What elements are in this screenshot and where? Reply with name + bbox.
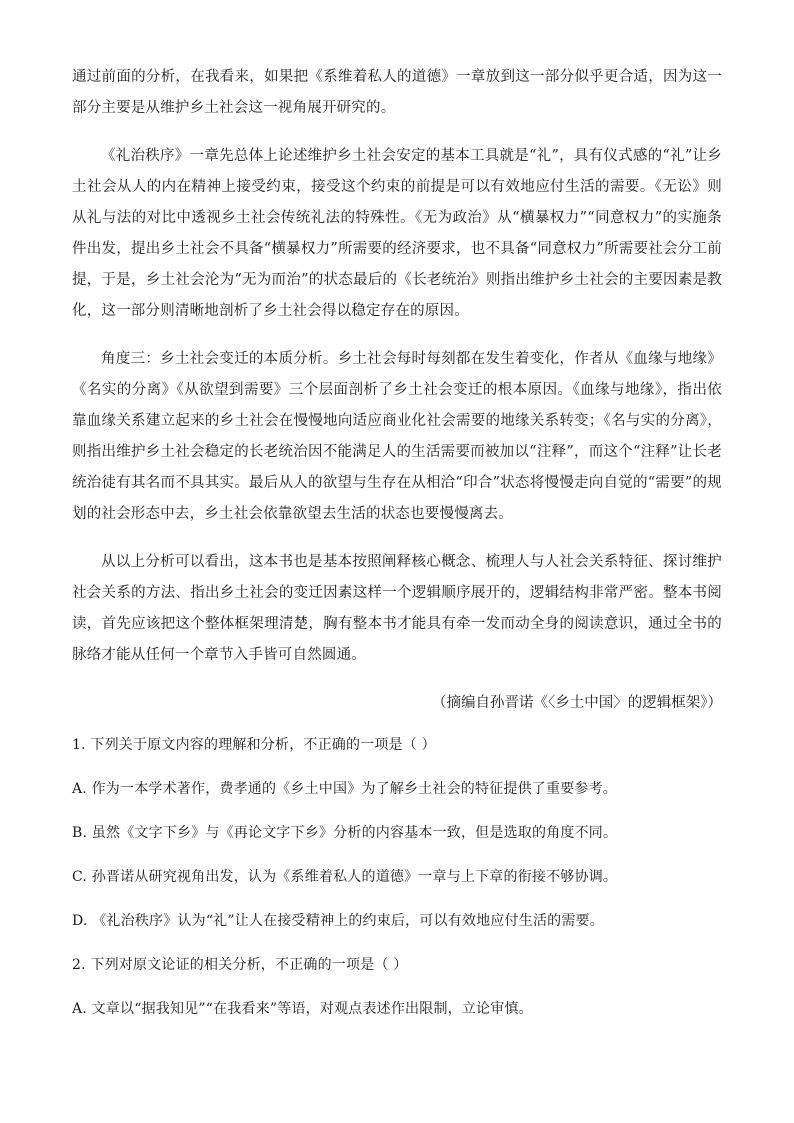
question-stem: 1. 下列关于原文内容的理解和分析，不正确的一项是（ ） <box>72 737 436 753</box>
question-option: D. 《礼治秩序》认为“礼”让人在接受精神上的约束后，可以有效地应付生活的需要。 <box>72 913 604 929</box>
question-option: C. 孙晋诺从研究视角出发，认为《系维着私人的道德》一章与上下章的衔接不够协调。 <box>72 869 618 885</box>
document-page <box>72 62 722 1039</box>
article-paragraph-4: 从以上分析可以看出，这本书也是基本按照阐释核心概念、梳理人与人社会关系特征、探讨维护社会关系的方法、指出乡土社会的变迁因素这样一个逻辑顺序展开的，逻辑结构非常严密。整本书阅读，首先应该把这个整体框架理清楚，胸有整本书才能具有牵一发而动全身的阅读意识，通过全书的脉络才能从任何一个章节入手皆可自然圆通。 <box>72 554 722 663</box>
article-paragraph-1: 通过前面的分析，在我看来，如果把《系维着私人的道德》一章放到这一部分似乎更合适，因为这一部分主要是从维护乡土社会这一视角展开研究的。 <box>72 69 722 116</box>
question-option: B. 虽然《文字下乡》与《再论文字下乡》分析的内容基本一致，但是选取的角度不同。 <box>72 825 618 841</box>
article-paragraph-3: 角度三：乡土社会变迁的本质分析。乡土社会每时每刻都在发生着变化，作者从《血缘与地缘》《名实的分离》《从欲望到需要》三个层面剖析了乡土社会变迁的根本原因。《血缘与地缘》，指出依靠血缘关系建立起来的乡土社会在慢慢地向适应商业化社会需要的地缘关系转变；《名与实的分离》，则指出维护乡土社会稳定的长老统治因不能满足人的生活需要而被加以“注释”，而这个“注释”让长老统治徒有其名而不具其实。最后从人的欲望与生存在从相洽“印合”状态将慢慢走向自觉的“需要”的规划的社会形态中去，乡土社会依靠欲望去生活的状态也要慢慢离去。 <box>72 351 722 522</box>
question-option: A. 文章以“据我知见”“在我看来”等语，对观点表述作出限制，立论审慎。 <box>72 1001 533 1017</box>
question-section <box>72 731 722 1023</box>
question-2 <box>72 951 722 1023</box>
question-stem: 2. 下列对原文论证的相关分析，不正确的一项是（ ） <box>72 957 408 973</box>
question-1 <box>72 731 722 935</box>
article-body <box>72 62 722 719</box>
article-paragraph-2: 《礼治秩序》一章先总体上论述维护乡土社会安定的基本工具就是“礼”，具有仪式感的“礼”让乡土社会从人的内在精神上接受约束，接受这个约束的前提是可以有效地应付生活的需要。《无讼》则从礼与法的对比中透视乡土社会传统礼法的特殊性。《无为政治》从“横暴权力”“同意权力”的实施条件出发，提出乡土社会不具备“横暴权力”所需要的经济要求，也不具备“同意权力”所需要社会分工前提，于是，乡土社会沦为“无为而治”的状态最后的《长老统治》则指出维护乡土社会的主要因素是教化，这一部分则清晰地剖析了乡土社会得以稳定存在的原因。 <box>72 148 722 319</box>
question-option: A. 作为一本学术著作，费孝通的《乡土中国》为了解乡土社会的特征提供了重要参考。 <box>72 781 618 797</box>
article-source: （摘编自孙晋诺《〈乡土中国〉的逻辑框架》） <box>432 695 722 711</box>
